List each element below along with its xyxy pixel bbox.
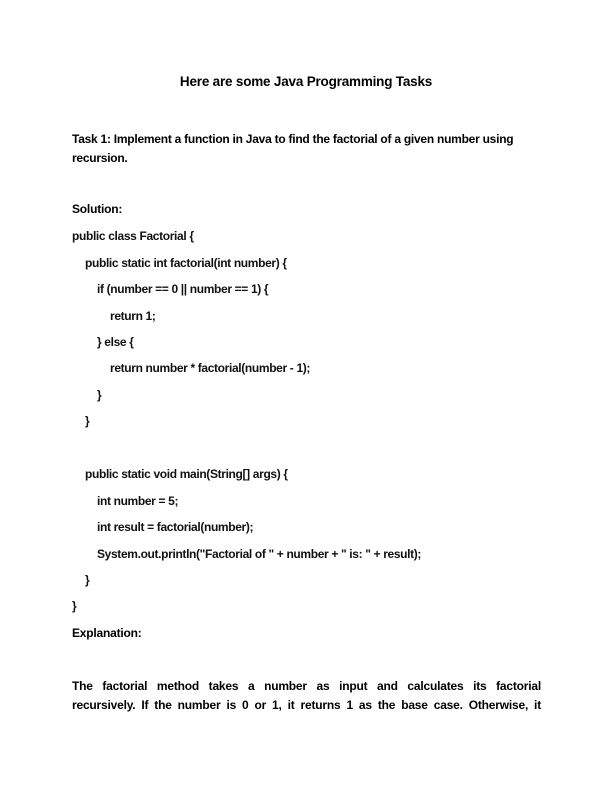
code-line: } — [85, 414, 90, 428]
code-line: public static void main(String[] args) { — [85, 467, 288, 481]
solution-heading: Solution: — [72, 202, 123, 216]
code-line: if (number == 0 || number == 1) { — [97, 282, 269, 296]
code-line: public static int factorial(int number) { — [85, 256, 287, 270]
code-line: int result = factorial(number); — [97, 520, 254, 534]
code-line: int number = 5; — [97, 494, 179, 508]
code-line: } else { — [97, 335, 134, 349]
page-title: Here are some Java Programming Tasks — [179, 74, 433, 89]
explanation-paragraph — [72, 677, 541, 715]
code-line: } — [72, 599, 77, 613]
code-line: public class Factorial { — [72, 229, 194, 243]
code-line: } — [97, 388, 102, 402]
code-line: return number * factorial(number - 1); — [110, 361, 311, 375]
explanation-line: The factorial method takes a number as input and calculates its factorial — [72, 679, 541, 693]
explanation-heading: Explanation: — [72, 626, 142, 640]
code-line: System.out.println("Factorial of " + number + " is: " + result); — [97, 547, 422, 561]
explanation-line: recursively. If the number is 0 or 1, it returns 1 as the base case. Otherwise, it — [72, 698, 541, 712]
code-line: return 1; — [110, 309, 156, 323]
code-line: } — [85, 573, 90, 587]
task-description: Task 1: Implement a function in Java to find the factorial of a given number using recursion. — [72, 132, 514, 165]
